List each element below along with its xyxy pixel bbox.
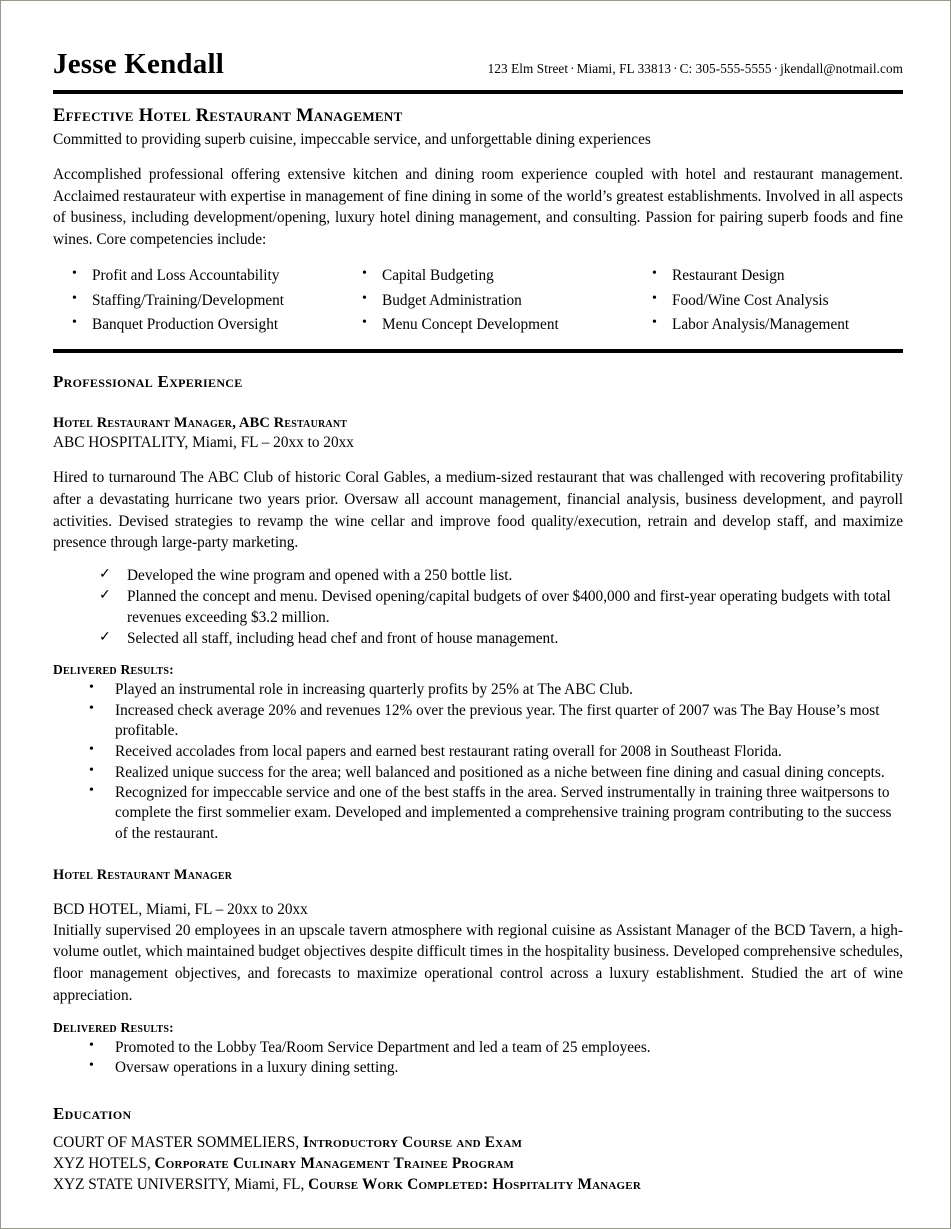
competency-item: • Menu Concept Development bbox=[358, 313, 648, 338]
result-list-item: • Recognized for impeccable service and one of the best staffs in the area. Served instrumentally in training three waitpersons to complete the first sommelier exam. Developed and implemented a comprehensive training program contributing to the success of the restaurant. bbox=[83, 783, 903, 844]
education-institution: XYZ HOTELS, bbox=[53, 1155, 155, 1173]
candidate-name: Jesse Kendall bbox=[53, 48, 224, 80]
competency-item: • Budget Administration bbox=[358, 289, 648, 314]
summary-tagline: Committed to providing superb cuisine, impeccable service, and unforgettable dining experiences bbox=[53, 131, 651, 149]
experience-section bbox=[53, 372, 903, 1078]
job-title: Hotel Restaurant Manager, ABC Restaurant bbox=[53, 415, 348, 432]
experience-heading: Professional Experience bbox=[53, 372, 243, 392]
resume-header bbox=[53, 49, 903, 81]
education-program: Introductory Course and Exam bbox=[302, 1134, 523, 1152]
competency-item: • Labor Analysis/Management bbox=[648, 313, 903, 338]
education-institution: XYZ STATE UNIVERSITY, Miami, FL, bbox=[53, 1175, 309, 1193]
education-entry bbox=[53, 1133, 903, 1154]
job-company: ABC HOSPITALITY, Miami, FL – 20xx to 20xx bbox=[53, 434, 354, 452]
check-list-item: ✓ Planned the concept and menu. Devised opening/capital budgets of over $400,000 and first-year operating budgets with total revenues exceeding $3.2 million. bbox=[97, 587, 903, 628]
competency-item: • Profit and Loss Accountability bbox=[68, 264, 358, 289]
job-title: Hotel Restaurant Manager bbox=[53, 866, 233, 883]
job-description: Initially supervised 20 employees in an upscale tavern atmosphere with regional cuisine as Assistant Manager of the BCD Tavern, a high-volume outlet, which maintained budget objectives despite difficult times in the hospitality business. Developed comprehensive schedules, floor management objectives, and forecasts to maximize operational control across a luxury establishment. Studied the art of wine appreciation. bbox=[53, 921, 903, 1004]
delivered-results-list bbox=[83, 680, 903, 844]
contact-line bbox=[488, 61, 903, 79]
check-list-item: ✓ Selected all staff, including head chef and front of house management. bbox=[97, 629, 903, 649]
contact-phone: C: 305-555-5555 bbox=[679, 61, 772, 76]
contact-separator-3: · bbox=[773, 61, 779, 76]
summary-divider-rule bbox=[53, 349, 903, 353]
summary-section bbox=[53, 106, 903, 338]
resume-content bbox=[1, 1, 950, 1215]
delivered-results-heading: Delivered Results: bbox=[53, 662, 174, 678]
contact-city-state-zip: Miami, FL 33813 bbox=[576, 61, 672, 76]
contact-email: jkendall@notmail.com bbox=[780, 61, 903, 76]
result-list-item: • Promoted to the Lobby Tea/Room Service Department and led a team of 25 employees. bbox=[83, 1038, 903, 1058]
education-heading: Education bbox=[53, 1104, 132, 1124]
experience-entry bbox=[53, 867, 903, 1079]
result-list-item: • Received accolades from local papers and earned best restaurant rating overall for 2008 in Southeast Florida. bbox=[83, 742, 903, 762]
job-company: BCD HOTEL, Miami, FL – 20xx to 20xx bbox=[53, 900, 308, 918]
summary-title: Effective Hotel Restaurant Management bbox=[53, 105, 403, 126]
contact-separator-1: · bbox=[570, 61, 575, 76]
education-entry bbox=[53, 1154, 903, 1175]
contact-address: 123 Elm Street bbox=[487, 61, 569, 76]
education-section bbox=[53, 1104, 903, 1195]
delivered-results-heading: Delivered Results: bbox=[53, 1019, 174, 1035]
delivered-results-list bbox=[83, 1038, 903, 1079]
result-list-item: • Realized unique success for the area; well balanced and positioned as a niche between fine dining and casual dining concepts. bbox=[83, 763, 903, 783]
core-competencies-grid bbox=[68, 264, 903, 338]
education-program: Corporate Culinary Management Trainee Program bbox=[154, 1155, 514, 1173]
header-divider-rule bbox=[53, 90, 903, 94]
summary-paragraph: Accomplished professional offering extensive kitchen and dining room experience coupled with hotel and restaurant management. Acclaimed restaurateur with expertise in management of fine dining in some of the world’s greatest establishments. Involved in all aspects of business, including development/opening, luxury hotel dining management, and consulting. Passion for pairing superb foods and fine wines. Core competencies include: bbox=[53, 166, 903, 249]
job-description: Hired to turnaround The ABC Club of historic Coral Gables, a medium-sized restaurant that was challenged with recovering profitability after a devastating hurricane two years prior. Oversaw all account management, financial analysis, business development, and payroll activities. Devised strategies to revamp the wine cellar and improve food quality/execution, retrain and develop staff, and maximize presence through large-party marketing. bbox=[53, 469, 903, 552]
experience-entry bbox=[53, 415, 903, 844]
contact-separator-2: · bbox=[673, 61, 678, 76]
result-list-item: • Increased check average 20% and revenues 12% over the previous year. The first quarter of 2007 was The Bay House’s most profitable. bbox=[83, 701, 903, 741]
competency-item: • Banquet Production Oversight bbox=[68, 313, 358, 338]
competency-item: • Capital Budgeting bbox=[358, 264, 648, 289]
education-institution: COURT OF MASTER SOMMELIERS, bbox=[53, 1134, 303, 1152]
competency-item: • Food/Wine Cost Analysis bbox=[648, 289, 903, 314]
result-list-item: • Oversaw operations in a luxury dining setting. bbox=[83, 1058, 903, 1078]
education-entry bbox=[53, 1175, 903, 1196]
competency-item: • Staffing/Training/Development bbox=[68, 289, 358, 314]
check-list-item: ✓ Developed the wine program and opened with a 250 bottle list. bbox=[97, 566, 903, 586]
competency-item: • Restaurant Design bbox=[648, 264, 903, 289]
education-list bbox=[53, 1133, 903, 1195]
job-achievements-list bbox=[97, 566, 903, 649]
result-list-item: • Played an instrumental role in increasing quarterly profits by 25% at The ABC Club. bbox=[83, 680, 903, 700]
education-program: Course Work Completed: Hospitality Manager bbox=[308, 1175, 641, 1193]
